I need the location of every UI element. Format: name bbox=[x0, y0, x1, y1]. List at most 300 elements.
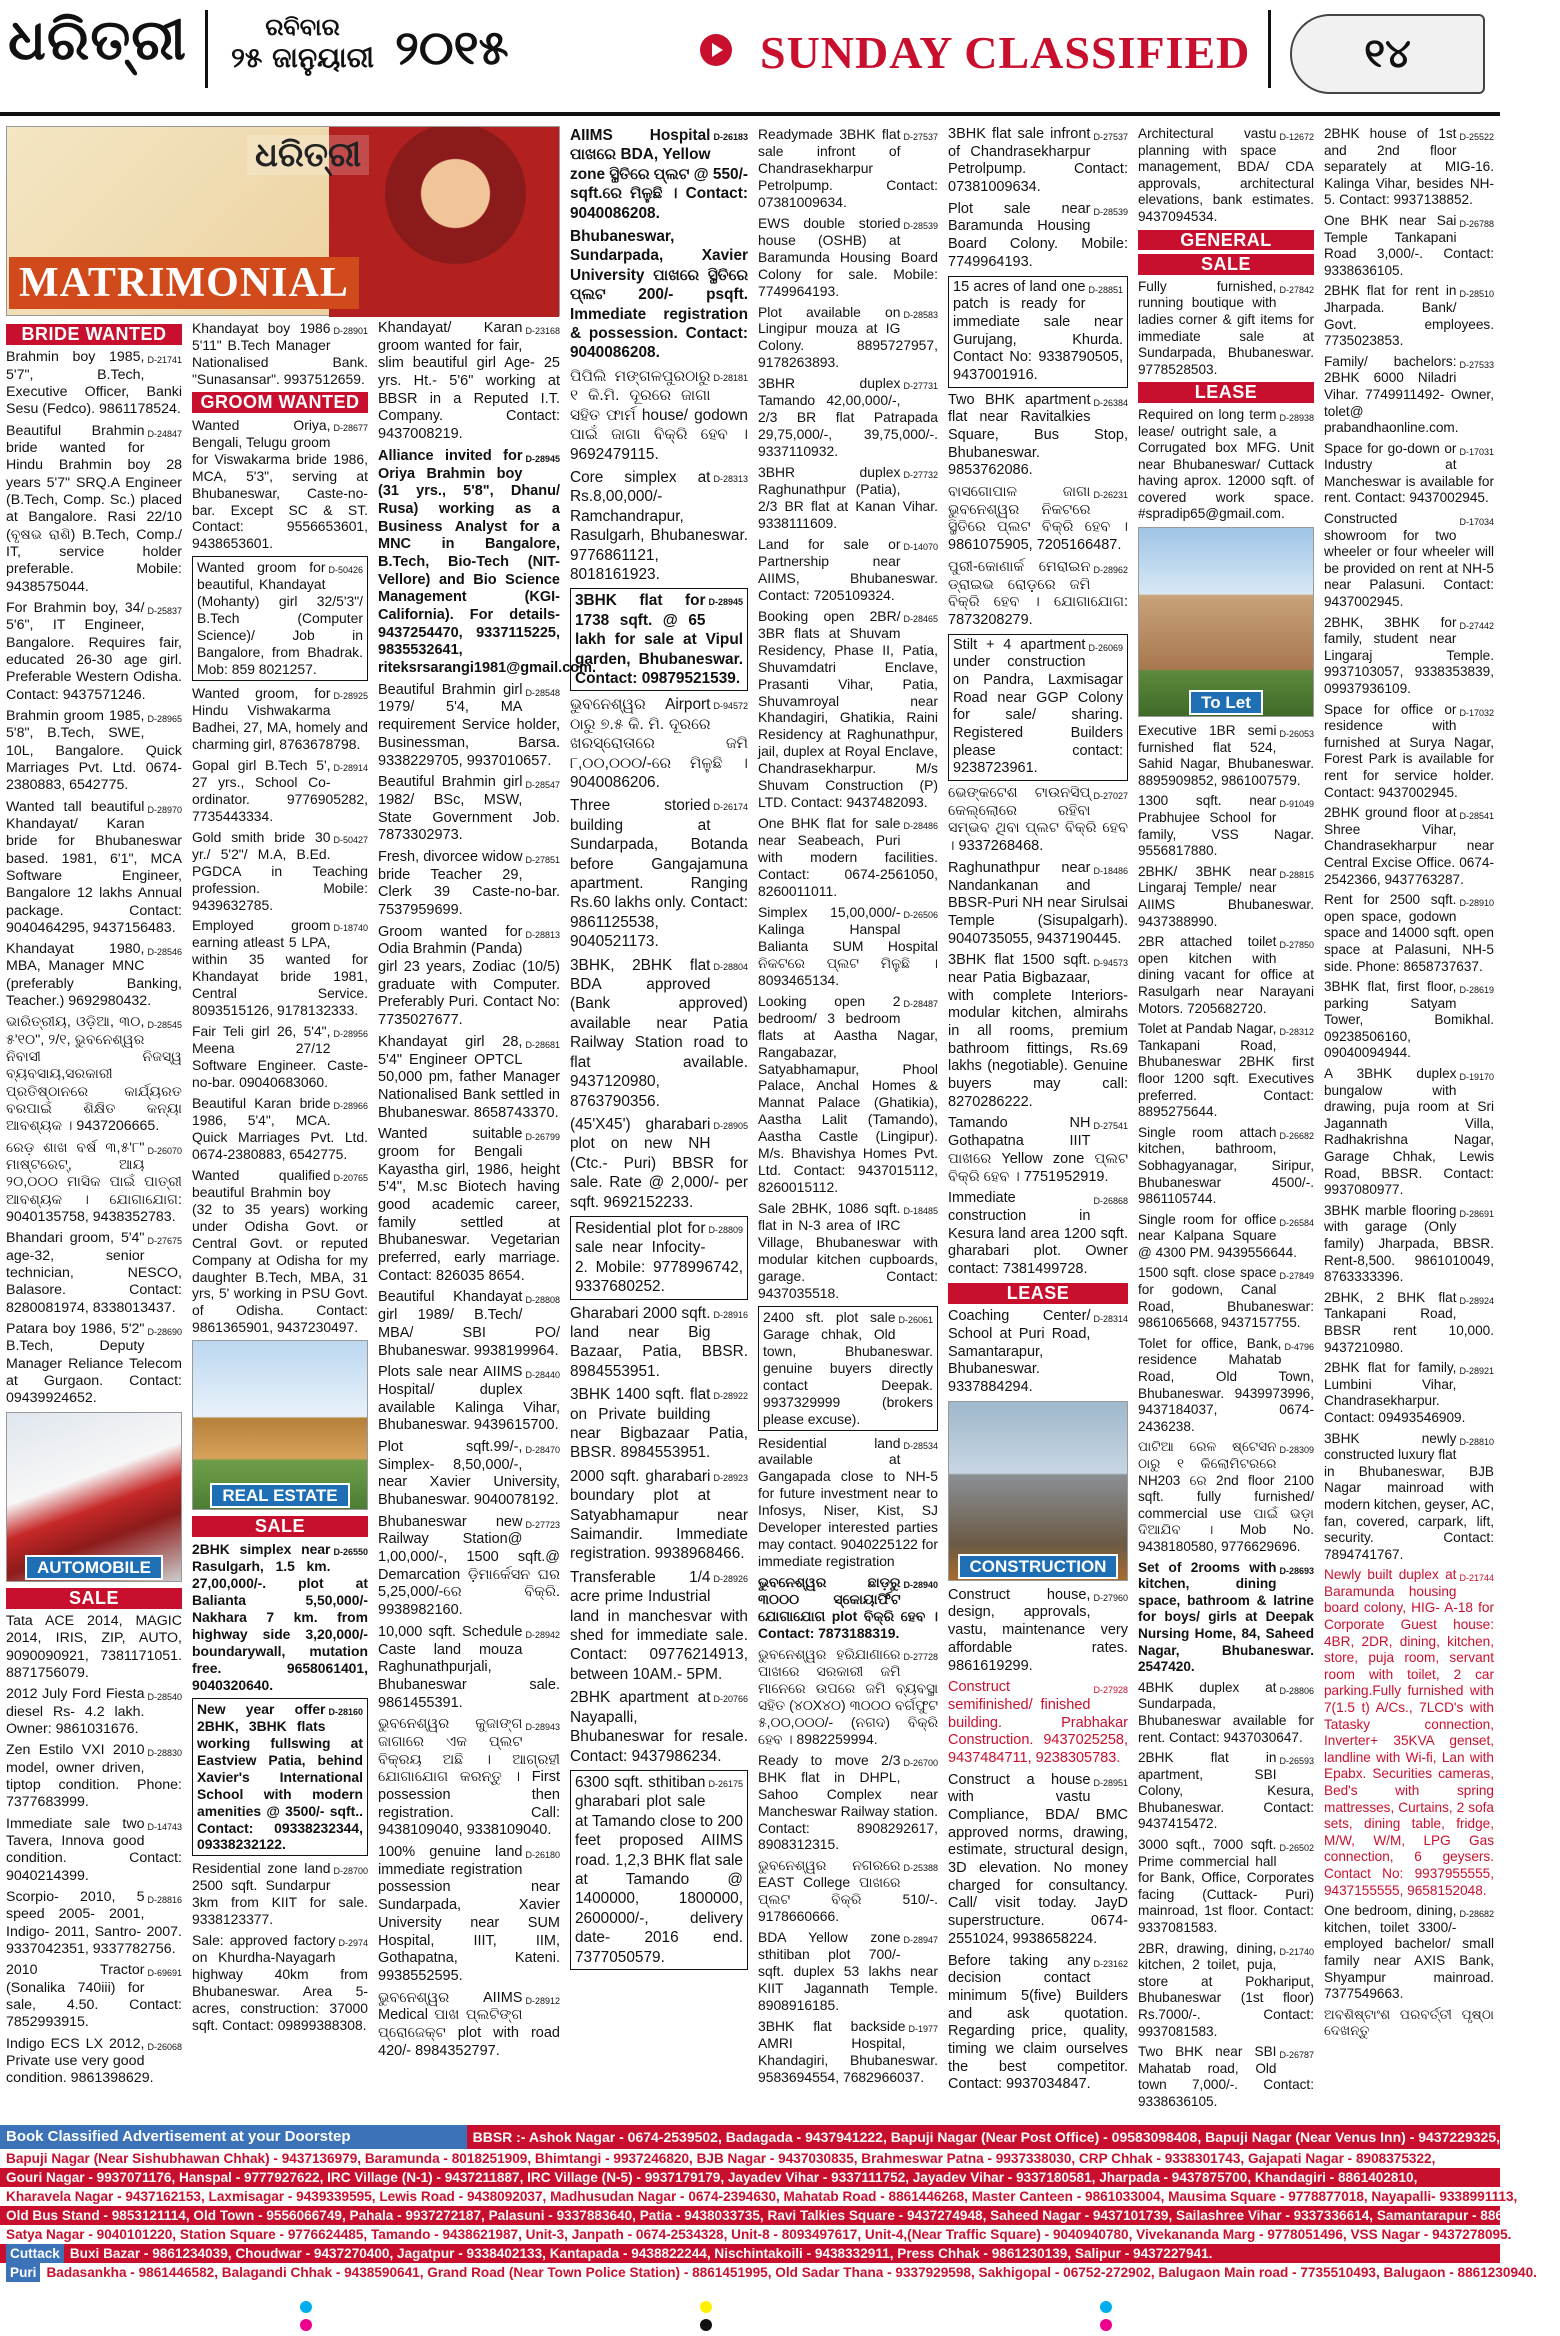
ad-text: 3BHK flat, first floor, parking Satyam Tower, Bomikhal. 09238506160, 09040094944. bbox=[1324, 979, 1494, 1061]
section-heading: BRIDE WANTED bbox=[6, 324, 182, 345]
ad-text: 3BHK flat backside AMRI Hospital, Khandagiri, Bhubaneswar. 9583694554, 7682966037. bbox=[758, 2017, 938, 2085]
ad-code: D-27732 bbox=[903, 470, 938, 481]
classified-ad bbox=[758, 1646, 938, 1748]
ad-code: D-26593 bbox=[1279, 1756, 1314, 1767]
ad-text: ଭୁବନେଶ୍ୱର ଛାଡ଼ରୁ ୩୦୦୦ ସ୍କୋୟାର୍ଫିଟ ଯୋଗାଯୋଗ plot ବିକ୍ରି ହେବ । Contact: 7873188319. bbox=[758, 1574, 938, 1642]
ad-code: D-28912 bbox=[525, 1995, 560, 2006]
ad-text: Readymade 3BHK flat sale infront of Chandrasekharpur Petrolpump. Contact: 07381009634. bbox=[758, 126, 938, 210]
classified-ad bbox=[192, 829, 368, 914]
ad-code: D-28945 bbox=[708, 597, 743, 608]
ad-text: 4BHK duplex at Sundarpada, Bhubaneswar available for rent. Contact: 9437030647. bbox=[1138, 1679, 1314, 1745]
ad-text: Bhandari groom, 5'4" age-32, senior technician, NESCO, Balasore. Contact: 8280081974, 8338013437. bbox=[6, 1230, 182, 1316]
column-7 bbox=[1138, 126, 1314, 2120]
classified-ad bbox=[570, 126, 748, 223]
ad-code: D-28486 bbox=[903, 821, 938, 832]
ad-text: EWS double storied house (OSHB) at Baramunda Housing Board Colony for sale. Mobile: 7749964193. bbox=[758, 214, 938, 299]
ad-code: D-26584 bbox=[1279, 1217, 1314, 1228]
classified-ad bbox=[1138, 407, 1314, 523]
column-5 bbox=[758, 126, 938, 2120]
classified-ad bbox=[6, 349, 182, 418]
footer-line: Gouri Nagar - 9937071176, Hanspal - 9777927622, IRC Village (N-1) - 9437211887, IRC Village (N-5) - 9937179179, Jayadev Vihar - 9337111752, Jayadev Vihar - 9337180581, Jharpada - 9437875700, Khandagiri - 8861402810, bbox=[0, 2168, 1500, 2187]
classified-ad bbox=[1138, 1837, 1314, 1937]
ad-text: 3BHK flat 1500 sqft. near Patia Bigbazaar, with complete Interiors-modular kitchen, almirahs in all rooms, premium bathroom fittings, Rs.69 lakhs (negotiable). Genuine buyers may call: 8270286222. bbox=[948, 952, 1128, 1110]
ad-code: D-28940 bbox=[903, 1580, 938, 1591]
ad-text: Beautiful Khandayat girl 1989/ B.Tech/ MBA/ SBI PO/ Bhubaneswar. 9938199964. bbox=[378, 1289, 560, 1359]
newspaper-logo: ଧରିତ୍ରୀ bbox=[8, 8, 187, 73]
ad-code: D-50427 bbox=[333, 834, 368, 845]
ad-code: D-27533 bbox=[1459, 359, 1494, 370]
column-3 bbox=[378, 320, 597, 2120]
ad-text: Wanted Oriya, Bengali, Telugu groom for Viswakarma bride 1986, MCA, 5'3", serving at Bhubaneswar, Caste-no-bar. Except SC & ST. Contact: 9556653601, 9438653601. bbox=[192, 416, 368, 552]
issue-daymonth: ୨୫ ଜାନୁୟାରୀ bbox=[230, 40, 374, 74]
ad-text: ଅବଶିଷ୍ଟାଂଶ ପରବର୍ତ୍ତୀ ପୃଷ୍ଠା ଦେଖନ୍ତୁ bbox=[1324, 2006, 1494, 2039]
ad-text: Fair Teli girl 26, 5'4", Meena 27/12 Software Engineer. Caste-no-bar. 09040683060. bbox=[192, 1023, 368, 1091]
ad-code: D-28539 bbox=[1093, 206, 1128, 217]
classified-ad bbox=[1138, 1560, 1314, 1676]
classified-ad bbox=[1324, 1567, 1494, 1899]
classified-ad bbox=[758, 815, 938, 900]
ad-text: Immediate construction in Kesura land area 1200 sqft. gharabari plot. Owner contact: 7381499728. bbox=[948, 1190, 1128, 1277]
classified-ad bbox=[570, 796, 748, 951]
classified-ad bbox=[758, 464, 938, 532]
ad-text: Wanted groom for beautiful, Khandayat (Mohanty) girl 32/5'3"/ B.Tech (Computer Science)/ Job in Bangalore, from Bhadrak. Mob: 859 8021257. bbox=[197, 559, 363, 678]
classified-ad bbox=[1324, 892, 1494, 975]
classified-ad bbox=[378, 774, 560, 845]
automobile-title: AUTOMOBILE bbox=[25, 1555, 163, 1580]
ad-text: ପୁରୀ-କୋଣାର୍କ ମେରାଇନ ଡ୍ରାଇଭ ରୋଡ଼ରେ ଜମି ବିକ୍ରି ହେବ । ଯୋଗାଯୋଗ: 7873208279. bbox=[948, 558, 1128, 628]
registration-mark bbox=[700, 2300, 726, 2312]
ad-code: D-28923 bbox=[713, 1472, 748, 1483]
classified-ad bbox=[1324, 283, 1494, 349]
ad-code: D-26550 bbox=[333, 1547, 368, 1558]
ad-text: Constructed showroom for two wheeler or four wheeler will be provided on rent at NH-5 near Palasuni. Contact: 9437002945. bbox=[1324, 511, 1494, 610]
classified-ad bbox=[1324, 615, 1494, 698]
ad-text: Bhubaneswar, Sundarpada, Xavier University ପାଖରେ ସ୍ଥିତିରେ ପ୍ଲଟ 200/- psqft. Immediate registration & possession. Contact: 9040086208. bbox=[570, 228, 748, 362]
ad-text: Raghunathpur near Nandankanan and BBSR-Puri NH near Sirulsai Temple (Sisupalgarh). 9040735055, 9437190445. bbox=[948, 859, 1128, 947]
ad-code: D-14070 bbox=[903, 541, 938, 552]
page-number: ୧୪ bbox=[1290, 14, 1485, 94]
ad-text: Ready to move 2/3 BHK flat in DHPL, Sahoo Complex near Mancheswar Railway station. Contact: 8908292617, 8908312315. bbox=[758, 1751, 938, 1853]
cuttack-centres: Buxi Bazar - 9861234039, Choudwar - 9437270400, Jagatpur - 9338402133, Kantapada - 9438822244, Nischintakoili - 9438332911, Press Chhak - 9861230139, Salipur - 9437227941. bbox=[69, 2246, 1213, 2261]
classified-ad bbox=[6, 1321, 182, 1408]
issue-day: ରବିବାର bbox=[265, 13, 340, 41]
ad-code: D-28922 bbox=[713, 1391, 748, 1402]
real-estate-title: REAL ESTATE bbox=[210, 1483, 349, 1508]
ad-code: D-14743 bbox=[147, 1821, 182, 1832]
classified-ad bbox=[378, 447, 597, 678]
ad-code: D-27027 bbox=[1093, 791, 1128, 802]
classified-ad bbox=[1324, 805, 1494, 888]
ad-code: D-26502 bbox=[1279, 1843, 1314, 1854]
classified-ad bbox=[1324, 979, 1494, 1062]
book-classified-label: Book Classified Advertisement at your Doorstep bbox=[0, 2125, 467, 2149]
classified-ad bbox=[1138, 1680, 1314, 1746]
classified-ad bbox=[758, 904, 938, 989]
classified-ad bbox=[6, 1140, 182, 1227]
ad-text: Plot sqft.99/-, Simplex- 8,50,000/-, near Xavier University, Bhubaneswar. 9040078192. bbox=[378, 1438, 560, 1508]
classified-ad bbox=[570, 1385, 748, 1463]
ad-code: D-28905 bbox=[713, 1120, 748, 1131]
ad-text: Sale 2BHK, 1086 sqft. flat in N-3 area of IRC Village, Bhubaneswar with modular kitchen cupboards, garage. Contact: 9437035518. bbox=[758, 1200, 938, 1301]
footer-line: Kharavela Nagar - 9437162153, Laxmisagar - 9439339595, Lewis Road - 9438092037, Madhusudan Nagar - 0674-2394630, Mahatab Road - 8861446268, Master Canteen - 9861033004, Mausima Square - 9778877018, Nayapalli- 9338991113, bbox=[0, 2187, 1500, 2206]
ad-code: D-28943 bbox=[525, 1722, 560, 1733]
divider bbox=[205, 10, 208, 88]
ad-code: D-24847 bbox=[147, 428, 182, 439]
ad-code: D-28809 bbox=[708, 1224, 743, 1235]
ad-text: Gharabari 2000 sqft. land near Big Bazaar, Patia, BBSR. 8984553951. bbox=[570, 1304, 748, 1380]
ad-code: D-91049 bbox=[1279, 799, 1314, 810]
classified-ad bbox=[1138, 1439, 1314, 1555]
section-heading: SALE bbox=[192, 1516, 368, 1537]
ad-text: Plot available on Lingipur mouza at IG Colony. 8895727957, 9178263893. bbox=[758, 303, 938, 371]
ad-code: D-27849 bbox=[1279, 1271, 1314, 1282]
classified-ad bbox=[570, 1216, 748, 1300]
footer-line-text: Ashok Nagar - 0674-2539502, Badagada - 9437941222, Bapuji Nagar (Near Post Office) - 09583098408, Bapuji Nagar (Near Venus Inn) - 9437229325, bbox=[528, 2129, 1500, 2145]
ad-code: D-26799 bbox=[525, 1132, 560, 1143]
classified-ad bbox=[6, 1686, 182, 1738]
ad-code: D-27728 bbox=[903, 1651, 938, 1662]
ad-text: 3BHK marble flooring with garage (Only family) Jharpada, BBSR. Rent-8,500. 9861010049, 8763333396. bbox=[1324, 1202, 1494, 1285]
classified-ad bbox=[378, 1034, 560, 1122]
ad-code: D-20765 bbox=[333, 1172, 368, 1183]
ad-code: D-28547 bbox=[525, 780, 560, 791]
ad-text: Single room for office near Kalpana Square @ 4300 PM. 9439556644. bbox=[1138, 1211, 1297, 1260]
classified-ad bbox=[6, 1962, 182, 2031]
ad-code: D-28309 bbox=[1279, 1445, 1314, 1456]
footer-line: Satya Nagar - 9040101220, Station Square - 9776624485, Tamando - 9438621987, Unit-3, Janpath - 0674-2534328, Unit-8 - 8093497617, Unit-4,(Near Traffic Square) - 9040940780, Vivekananda Marg - 9778051496, VSS Nagar - 9437278095. bbox=[0, 2225, 1500, 2244]
ad-code: D-28924 bbox=[1459, 1295, 1494, 1306]
classified-ad bbox=[570, 1115, 748, 1212]
footer-line: Bapuji Nagar (Near Sishubhawan Chhak) - 9437136979, Baramunda - 8018251909, Bhimtangi - 9937246820, BJB Nagar - 9437030835, Brahmeswar Patna - 9937338030, CRP Chhak - 9338301743, Gajapati Nagar - 8908375322, bbox=[0, 2149, 1500, 2168]
classified-ad bbox=[1324, 1360, 1494, 1426]
ad-code: D-20766 bbox=[713, 1694, 748, 1705]
classified-ad bbox=[758, 126, 938, 211]
classified-ad bbox=[378, 1439, 560, 1510]
ad-code: D-26231 bbox=[1093, 490, 1128, 501]
classified-ad bbox=[378, 682, 560, 770]
ad-text: Gold smith bride 30 yr./ 5'2"/ M.A, B.Ed. PGDCA in Teaching profession. Mobile: 9439632785. bbox=[192, 828, 368, 913]
ad-text: Looking open 2 bedroom/ 3 bedroom flats at Aastha Nagar, Rangabazar, Satyabhamapur, Phool Palace, Anchal Homes & Mannat Palace (Ghatikia), Aastha Lalit (Tamando), Aastha Castle (Lingipur). M/s. Bhavishya Homes Pvt. Ltd. Contact: 9437015112, 8260015112. bbox=[758, 992, 938, 1196]
ad-code: D-28942 bbox=[525, 1629, 560, 1640]
section-title: SUNDAY CLASSIFIED bbox=[760, 27, 1251, 78]
classified-ad bbox=[1324, 1066, 1494, 1199]
classified-ad bbox=[948, 952, 1128, 1111]
footer-line: Old Bus Stand - 9853121114, Old Town - 9556066749, Pahala - 9937272187, Palasuni - 9337883640, Patia - 9438033735, Ravi Talkies Square - 9437274948, Saheed Nagar - 9437101739, Sailashree Vihar - 9337336614, Samantarapur - 8861095703, bbox=[0, 2206, 1500, 2225]
section-heading: GROOM WANTED bbox=[192, 392, 368, 413]
to-let-title: To Let bbox=[1189, 690, 1263, 715]
column-4 bbox=[570, 126, 748, 2120]
ad-text: ପାଟିଆ ରେଳ ଷ୍ଟେସନ ଠାରୁ ୧ କିଲୋମିଟରରେ NH203 ରେ 2nd floor 2100 sqft. fully furnished/ commercial use ପାଇଁ ଭଡ଼ା ଦିଆଯିବ । Mob No. 9438180580, 9776629696. bbox=[1138, 1439, 1314, 1554]
classified-ad bbox=[192, 556, 368, 681]
ad-text: Land for sale or Partnership near AIIMS, Bhubaneswar. Contact: 7205109324. bbox=[758, 535, 938, 603]
ad-text: Set of 2rooms with kitchen, dining space, bathroom & latrine for boys/ girls at Deepak Nursing Home, 84, Saheed Nagar, Bhubaneswar. 2547420. bbox=[1138, 1559, 1314, 1675]
classified-ad bbox=[192, 685, 368, 753]
classified-ad bbox=[192, 1698, 368, 1857]
ad-text: Before taking any decision contact minimum 5(five) Builders and ask quotation. Regarding price, quality, timing we claim ourselves the best competitor. Contact: 9937034847. bbox=[948, 1952, 1128, 2093]
ad-text: ଭୁବନେଶ୍ୱର Airport ଠାରୁ ୭.୫ କି. ମି. ଦୂରରେ ଖରସ୍ରୋତାରେ ଜମି ୮,୦୦,୦୦୦/-ରେ ମିଳୁଛି । 9040086206. bbox=[570, 696, 748, 791]
ad-code: D-26069 bbox=[1088, 642, 1123, 653]
automobile-banner bbox=[6, 1412, 182, 1582]
classified-ad bbox=[570, 1568, 748, 1684]
ad-code: D-28804 bbox=[713, 961, 748, 972]
ad-code: D-28945 bbox=[525, 453, 560, 464]
ad-text: One bedroom, dining, kitchen, toilet 3300/- employed bachelor/ small family near AXIS Bank, Shyampur mainroad. 7377549663. bbox=[1324, 1903, 1494, 2002]
ad-code: D-28925 bbox=[333, 691, 368, 702]
classified-ad bbox=[1138, 864, 1314, 930]
ad-code: D-28926 bbox=[713, 1573, 748, 1584]
ad-text: Khandayat 1980, MBA, Manager MNC (preferably Banking, Teacher.) 9692980432. bbox=[6, 941, 182, 1010]
ad-code: D-28314 bbox=[1093, 1314, 1128, 1325]
column-1 bbox=[6, 320, 182, 2120]
ad-text: 2000 sqft. gharabari boundary plot at Satyabhamapur near Saimandir. Immediate registration. 9938968466. bbox=[570, 1467, 748, 1563]
ad-code: D-94572 bbox=[713, 701, 748, 712]
ad-code: D-28691 bbox=[1459, 1208, 1494, 1219]
classified-ad bbox=[378, 1990, 560, 2061]
classified-ad bbox=[758, 1306, 938, 1431]
ad-text: Construct house, design, approvals, vastu, maintenance very affordable rates. 9861619299. bbox=[948, 1586, 1128, 1674]
ad-code: D-28545 bbox=[147, 1020, 182, 1031]
section-heading: LEASE bbox=[948, 1283, 1128, 1305]
ad-code: D-17032 bbox=[1459, 707, 1494, 718]
classified-ad bbox=[948, 1587, 1128, 1675]
classified-ad bbox=[1324, 126, 1494, 209]
classified-ad bbox=[1138, 793, 1314, 859]
ad-code: D-28808 bbox=[525, 1295, 560, 1306]
ad-code: D-21741 bbox=[147, 355, 182, 366]
classified-ad bbox=[1138, 1021, 1314, 1121]
ad-text: 2BHK flat for family, Lumbini Vihar, Chandrasekharpur. Contact: 09493546909. bbox=[1324, 1360, 1466, 1425]
issue-date bbox=[215, 14, 390, 74]
classified-ad bbox=[758, 1574, 938, 1642]
ad-text: A 3BHK duplex bungalow with drawing, puja room at Sri Jagannath Villa, Radhakrishna Nagar, Garage Chhak, Lewis Road, BBSR. Contact: 9937080977. bbox=[1324, 1066, 1494, 1198]
ad-text: 2BHK flat in apartment, SBI Colony, Kesura, Bhubaneswar. Contact: 9437415472. bbox=[1138, 1750, 1314, 1832]
ad-code: D-21740 bbox=[1279, 1946, 1314, 1957]
ad-code: D-23168 bbox=[525, 326, 560, 336]
classified-ad bbox=[758, 1752, 938, 1854]
ad-code: D-28966 bbox=[333, 1100, 368, 1111]
ad-text: 1300 sqft. near Prabhujee School for family, VSS Nagar. 9556817880. bbox=[1138, 793, 1314, 859]
ad-code: D-28830 bbox=[147, 1748, 182, 1759]
ad-text: 6300 sqft. sthitiban gharabari plot sale at Tamando close to 200 feet proposed AIIMS road. 1,2,3 BHK flat sale at Tamando @ 1400000, 1800000, 2600000/-, delivery date- 2016 end. 7377050579. bbox=[575, 1773, 743, 1966]
column-2 bbox=[192, 320, 368, 2120]
classified-ad bbox=[1138, 2044, 1314, 2110]
ad-text: 2BR, drawing, dining, kitchen, 2 toilet, puja, store at Pokhariput, Bhubaneswar (1st floor) Rs.7000/-. Contact: 9937081583. bbox=[1138, 1940, 1314, 2039]
ad-code: D-28815 bbox=[1279, 869, 1314, 880]
ad-code: D-28962 bbox=[1093, 564, 1128, 575]
classified-ad bbox=[6, 1230, 182, 1317]
ad-code: D-28541 bbox=[1459, 811, 1494, 822]
ad-code: D-26070 bbox=[147, 1145, 182, 1156]
classified-ad bbox=[192, 417, 368, 553]
ad-text: 2BHK, 2 BHK flat Tankapani Road, BBSR rent 10,000. 9437210980. bbox=[1324, 1289, 1494, 1355]
ad-text: Tolet at Pandab Nagar, Tankapani Road, Bhubaneswar 2BHK first floor 1200 sqft. Executives preferred. Contact: 8895275644. bbox=[1138, 1021, 1314, 1120]
ad-text: Wanted qualified beautiful Brahmin boy (32 to 35 years) working under Odisha Govt. or Central Govt. or reputed Company at Odisha for my daughter B.Tech, MBA, 31 yrs, 5' working in PSU Govt. of Odisha. Contact: 9861365901, 9437230497. bbox=[192, 1166, 368, 1336]
real-estate-banner bbox=[192, 1340, 368, 1510]
classified-ad bbox=[1324, 441, 1494, 507]
ad-text: Bhubaneswar new Railway Station@ 1,00,000/-, 1500 sqft.@ Demarcation ଡ଼ିମାର୍କେସନ ଘର 5,25,000/-ରେ ବିକ୍ରି. 9938982160. bbox=[378, 1513, 560, 1619]
classified-ad bbox=[948, 126, 1128, 197]
ad-text: ଭୁବନେଶ୍ୱର AIIMS Medical ପାଖ ପ୍ଲଟିଙ୍ଗ ପ୍ରୋଜେକ୍ଟ plot with road 420/- 8984352797. bbox=[378, 1989, 560, 2059]
ad-text: Family/ bachelors: 2BHK 6000 Niladri Vihar. 7749911492- Owner, tolet@ prabandhaonline.com. bbox=[1324, 353, 1494, 436]
cuttack-tag: Cuttack bbox=[6, 2244, 64, 2263]
ad-text: Construct semifinished/ finished building. Prabhakar Construction. 9437025258, 9437484711, 9238305783. bbox=[948, 1679, 1128, 1766]
puri-tag: Puri bbox=[6, 2263, 40, 2282]
ad-code: D-1977 bbox=[908, 2023, 938, 2034]
classified-ad bbox=[6, 2036, 182, 2088]
ad-code: D-28465 bbox=[903, 613, 938, 624]
classified-ad bbox=[6, 1014, 182, 1135]
ad-text: Tamando NH Gothapatna IIIT ପାଖରେ Yellow zone ପ୍ଲଟ ବିକ୍ରି ହେବ । 7751952919. bbox=[948, 1115, 1128, 1185]
ad-text: ଭେଙ୍କଟେଶ ଟାଉନସିପ୍ କେଲ୍ଲୋରେ ରହିବା ସମ୍ଭବ ଥିବା ପ୍ଲଟ ବିକ୍ରି ହେବ । 9337268468. bbox=[948, 785, 1128, 855]
ad-code: D-28312 bbox=[1279, 1027, 1314, 1038]
ad-code: D-18485 bbox=[903, 1206, 938, 1217]
classified-ad bbox=[758, 536, 938, 604]
classified-ad bbox=[192, 1932, 368, 2034]
ad-text: Beautiful Brahmin bride wanted for Hindu Brahmin boy 28 years 5'7" SRQ.A Engineer (B.Tech, Comp. Sc.) placed at Bangalore. Rasi 22/10 (ବୃଷଭ ରାଶି) B.Tech, Comp./ IT, service holder preferable. Mobile: 9438575044. bbox=[6, 422, 182, 595]
classified-ad bbox=[378, 1844, 560, 1986]
classified-ad bbox=[1138, 1125, 1314, 1208]
ad-text: Fresh, divorcee widow bride Teacher 29, Clerk 39 Caste-no-bar. 7537959699. bbox=[378, 848, 560, 918]
classified-ad bbox=[192, 1860, 368, 1928]
ad-code: D-28700 bbox=[333, 1866, 368, 1877]
ad-code: D-28910 bbox=[1459, 898, 1494, 909]
ad-text: 1500 sqft. close space for godown, Canal Road, Bhubaneswar: 9861065668, 9437157755. bbox=[1138, 1265, 1314, 1331]
ad-code: D-28956 bbox=[333, 1029, 368, 1040]
ad-code: D-26174 bbox=[713, 802, 748, 813]
ad-text: AIIMS Hospital ପାଖରେ BDA, Yellow zone ସ୍ଥିତିରେ ପ୍ଲଟ @ 550/- sqft.ରେ ମିଳୁଛି । Contact: 9040086208. bbox=[570, 127, 748, 222]
ad-code: D-27537 bbox=[1093, 132, 1128, 142]
bbsr-label: BBSR bbox=[472, 2129, 513, 2145]
classified-ad bbox=[1324, 1903, 1494, 2003]
ad-code: D-26788 bbox=[1459, 218, 1494, 229]
ad-text: Scorpio- 2010, 5 speed 2005- 2001, Indigo- 2011, Santro- 2007. 9337042351, 9337782756. bbox=[6, 1888, 182, 1957]
classified-ad bbox=[758, 608, 938, 811]
ad-text: 3BHK flat for 1738 sqft. @ 65 lakh for sale at Vipul garden, Bhubaneswar. Contact: 09879521539. bbox=[575, 592, 743, 687]
masthead bbox=[0, 0, 1500, 118]
ad-code: D-94573 bbox=[1093, 958, 1128, 969]
ad-code: D-19170 bbox=[1459, 1072, 1494, 1083]
ad-text: 2BHK house of 1st and 2nd floor separately at MIG-16. Kalinga Vihar, besides NH-5. Contact: 9937138852. bbox=[1324, 126, 1494, 208]
ad-text: 2BHK flat for rent in Jharpada. Bank/ Govt. employees. 7735023853. bbox=[1324, 283, 1494, 349]
ad-code: D-27442 bbox=[1459, 620, 1494, 631]
ad-text: ରେଡ଼ ଶାଖ ବର୍ଷ ୩,୫'୮" ମାଷ୍ଟରେଟ୍, ଆୟ ୨୦,୦୦୦ ମାସିକ ପାଇଁ ପାତ୍ରୀ ଆବଶ୍ୟକ । ଯୋଗାଯୋଗ: 9040135758, 9438352783. bbox=[6, 1139, 182, 1226]
footer-line: BBSR :- Ashok Nagar - 0674-2539502, Badagada - 9437941222, Bapuji Nagar (Near Post Office) - 09583098408, Bapuji Nagar (Near Venus Inn) - 9437229325, bbox=[467, 2125, 1500, 2149]
section-heading: SALE bbox=[6, 1588, 182, 1609]
ad-code: D-28682 bbox=[1459, 1909, 1494, 1920]
ad-code: D-4796 bbox=[1284, 1341, 1314, 1352]
matrimonial-title: MATRIMONIAL bbox=[9, 257, 359, 309]
ad-text: ଭୁବନେଶ୍ୱର କୁଜାଙ୍ଗ ଜାଗାରେ ଏକ ପ୍ଲଟ ବିକ୍ରୟ ଅଛି । ଆଗ୍ରହୀ ଯୋଗାଯୋଗ କରନ୍ତୁ । First possession then registration. Call: 9438109040, 9338109040. bbox=[378, 1716, 560, 1839]
ad-code: D-26175 bbox=[708, 1778, 743, 1789]
ad-text: Brahmin boy 1985, 5'7", B.Tech, Executive Officer, Banki Sesu (Fedco). 9861178524. bbox=[6, 349, 182, 418]
matrimonial-banner bbox=[6, 126, 560, 316]
classified-ad bbox=[948, 201, 1128, 272]
classified-ad bbox=[192, 1541, 368, 1694]
ad-code: D-26053 bbox=[1279, 729, 1314, 740]
ad-code: D-28681 bbox=[525, 1039, 560, 1050]
ad-code: D-28914 bbox=[333, 762, 368, 773]
classified-ad bbox=[6, 799, 182, 938]
classified-ad bbox=[192, 757, 368, 825]
section-heading: GENERAL bbox=[1138, 230, 1314, 251]
ad-text: ଭୁବନେଶ୍ୱର ହରିଯାଣାରେ ପାଖରେ ସରକାରୀ ଜମି ମାନେରେ ଉପରେ ଜମି ବ୍ୟବସ୍ଥା ସହିତ (୪୦X୪୦) ୩୦୦୦ ବର୍ଗଫୁଟ ୫,୦୦,୦୦୦/- (ନଗଦ) ବିକ୍ରି ହେବ । 8982259994. bbox=[758, 1645, 938, 1747]
ad-code: D-26787 bbox=[1279, 2050, 1314, 2061]
ad-text: Khandayat girl 28, 5'4" Engineer OPTCL 50,000 pm, father Manager Nationalised Bank settled in Bhubaneswar. 8658743370. bbox=[378, 1033, 560, 1121]
classified-ad bbox=[948, 1772, 1128, 1949]
classified-ad bbox=[948, 559, 1128, 630]
classified-ad bbox=[1138, 723, 1314, 789]
ad-text: Beautiful Brahmin girl 1979/ 5'4, MA requirement Service holder, Businessman, Barsa. 9338229705, 9937010657. bbox=[378, 681, 560, 769]
classified-ad bbox=[6, 1742, 182, 1811]
header-rule bbox=[0, 112, 1500, 116]
classified-ad bbox=[192, 1167, 368, 1337]
ad-code: D-26682 bbox=[1279, 1130, 1314, 1141]
ad-text: Groom wanted for Odia Brahmin (Panda) girl 23 years, Zodiac (10/5) graduate with Computer. Preferably Puri. Contact No: 7735027677. bbox=[378, 923, 560, 1029]
classified-ad bbox=[948, 634, 1128, 782]
ad-text: 3BHK, 2BHK flat BDA approved (Bank approved) available near Patia Railway Station road to flat available. 9437120980, 8763790356. bbox=[570, 956, 748, 1110]
ad-text: Architectural vastu planning with space management, BDA/ CDA approvals, architectural elevations, bank estimates. 9437094534. bbox=[1138, 126, 1314, 224]
classified-ad bbox=[570, 227, 748, 363]
ad-text: Employed groom earning atleast 5 LPA, within 35 wanted for Khandayat bride 1981, Central Service. 8093515126, 9178132333. bbox=[192, 917, 368, 1019]
ad-text: Indigo ECS LX 2012, Private use very good condition. 9861398629. bbox=[6, 2035, 154, 2087]
classified-ad bbox=[192, 917, 368, 1019]
ad-text: New year offer 2BHK, 3BHK flats working fullswing at Eastview Patia, behind Xavier's International School with modern amenities @ 3500/- sqft.. Contact: 09338232344, 09338232122. bbox=[197, 1700, 363, 1853]
classified-ad bbox=[948, 1953, 1128, 2095]
ad-code: D-27850 bbox=[1279, 940, 1314, 951]
ad-text: 2BHK apartment at Nayapalli, Bhubaneswar for resale. Contact: 9437986234. bbox=[570, 1689, 748, 1765]
classified-ad bbox=[6, 423, 182, 596]
ad-text: ଭୁବନେଶ୍ୱର ନଗରରେ EAST College ପାଖରେ ପ୍ଲଟ ବିକ୍ରି 510/-. 9178660666. bbox=[758, 1857, 938, 1925]
ad-code: D-12672 bbox=[1279, 132, 1314, 142]
classified-ad bbox=[1324, 213, 1494, 279]
classified-ad bbox=[570, 695, 748, 792]
classified-ad bbox=[758, 2018, 938, 2086]
classified-ad bbox=[192, 1095, 368, 1163]
ad-code: D-28921 bbox=[1459, 1366, 1494, 1377]
ad-text: Stilt + 4 apartment under construction on Pandra, Laxmisagar Road near GGP Colony for sale/ sharing. Registered Builders please contact: 9238723961. bbox=[953, 636, 1123, 777]
ad-text: Khandayat/ Karan groom wanted for fair, slim beautiful girl Age- 25 yrs. Ht.- 5'6" working at BBSR in a Reputed I.T. Company. Contact: 9437008219. bbox=[378, 320, 560, 443]
classified-ad bbox=[1138, 1750, 1314, 1833]
classified-ad bbox=[758, 1200, 938, 1302]
ad-text: Rent for 2500 sqft. open space, godown space and 14000 sqft. open space at Palasuni, NH-5 side. Phone: 8658737637. bbox=[1324, 892, 1494, 974]
classified-ad bbox=[6, 1816, 182, 1885]
ad-code: D-28181 bbox=[713, 372, 748, 383]
ad-text: Coaching Center/ School at Puri Road, Samantarapur, Bhubaneswar. 9337884294. bbox=[948, 1308, 1091, 1396]
classified-ad bbox=[6, 1889, 182, 1958]
classified-ad bbox=[378, 1289, 560, 1360]
registration-mark bbox=[1100, 2300, 1126, 2312]
ad-text: (45'X45') gharabari plot on new NH (Ctc.- Puri) BBSR for sale. Rate @ 2,000/- per sqft. 9692152233. bbox=[570, 1115, 748, 1211]
classified-ad bbox=[570, 1770, 748, 1970]
ad-text: Space for go-down or Industry at Mancheswar is available for rent. Contact: 9437002945. bbox=[1324, 440, 1494, 506]
ad-text: Beautiful Brahmin girl 1982/ BSc, MSW, State Government Job. 7873302973. bbox=[378, 774, 560, 844]
ad-text: 2BHK ground floor at Shree Vihar, Chandrasekharpur near Central Excise Office. 0674- 2542366, 9437763287. bbox=[1324, 805, 1494, 887]
ad-code: D-27928 bbox=[1093, 1685, 1128, 1696]
classified-ad bbox=[6, 941, 182, 1010]
classified-ad bbox=[1138, 1941, 1314, 2041]
ad-code: D-27731 bbox=[903, 381, 938, 392]
ad-code: D-28548 bbox=[525, 687, 560, 698]
classified-ad bbox=[1138, 126, 1314, 226]
classified-ad bbox=[6, 600, 182, 704]
classified-ad bbox=[948, 484, 1128, 555]
ad-text: Sale: approved factory on Khurdha-Nayagarh highway 40km from Bhubaneswar. Area 5- acres, construction: 37000 sqft. Contact: 09899388308. bbox=[192, 1932, 368, 2034]
classified-ad bbox=[378, 1514, 560, 1620]
classified-ad bbox=[1138, 1336, 1314, 1436]
classified-ad bbox=[378, 320, 560, 444]
ad-code: D-23162 bbox=[1093, 1958, 1128, 1969]
ad-text: Construct a house with vastu Compliance, BDA/ BMC approved norms, drawing, estimate, structural design, 3D elevation. No money charged for consultancy. Call/ visit today. JayD superstructure. 0674-2551024, 9938658224. bbox=[948, 1771, 1128, 1947]
